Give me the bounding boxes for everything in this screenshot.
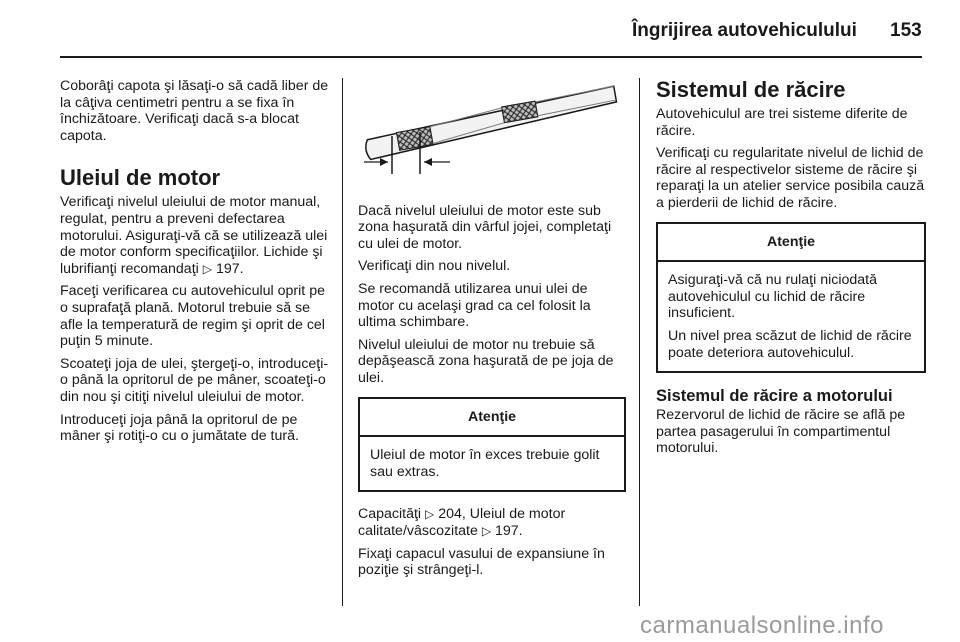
- paragraph: Introduceţi joja până la opritorul de pe mâner şi rotiţi-o cu o jumătate de tură.: [60, 411, 299, 445]
- column-divider: [639, 78, 640, 606]
- section-heading: Sistemul de răcire: [656, 77, 846, 102]
- column-middle: [358, 78, 626, 585]
- paragraph: Autovehiculul are trei sisteme diferite de răcire.: [656, 106, 908, 139]
- warning-title: Atenţie: [658, 224, 924, 263]
- subsection-heading: Sistemul de răcire a motorului: [656, 387, 893, 406]
- watermark: carmanualsonline.info: [640, 612, 884, 639]
- warning-box: [656, 222, 926, 374]
- warning-title: Atenţie: [360, 399, 624, 438]
- warning-text: Un nivel prea scăzut de lichid de răcire poate deteriora autovehiculul.: [668, 327, 912, 361]
- warning-box: [358, 397, 626, 493]
- paragraph: Faceţi verificarea cu autovehiculul oprit pe o suprafaţă plană. Motorul trebuie să se afle la temperatură de regim şi oprit de cel puţin 5 minute.: [60, 283, 325, 350]
- column-left: [60, 78, 330, 451]
- page-header: [0, 0, 960, 58]
- section-heading: Uleiul de motor: [60, 165, 221, 191]
- page-reference-arrow-icon[interactable]: ▷: [202, 261, 212, 276]
- warning-body: [658, 262, 924, 371]
- warning-body: [360, 437, 624, 490]
- paragraph: Fixaţi capacul vasului de expansiune în poziţie şi strângeţi-l.: [358, 545, 605, 579]
- paragraph: Coborâţi capota şi lăsaţi-o să cadă liber de la câţiva centimetri pentru a se fixa în închizătoare. Verificaţi dacă s-a blocat capota.: [60, 78, 329, 144]
- paragraph: Se recomandă utilizarea unui ulei de motor cu acelaşi grad ca cel folosit la ultima schimbare.: [358, 280, 591, 331]
- paragraph: Dacă nivelul uleiului de motor este sub zona haşurată din vârful jojei, completaţi cu ulei de motor.: [358, 202, 612, 252]
- paragraph: Scoateţi joja de ulei, ştergeţi-o, introduceţi-o până la opritorul de pe mâner, scoateţi-o din nou şi citiţi nivelul uleiului de motor.: [60, 355, 329, 405]
- header-title: Îngrijirea autovehiculului: [632, 20, 857, 41]
- warning-text: Asiguraţi-vă că nu rulaţi niciodată autovehiculul cu lichid de răcire insuficient.: [668, 272, 877, 322]
- paragraph: Nivelul uleiului de motor nu trebuie să depăşească zona haşurată de pe joja de ulei.: [358, 336, 614, 386]
- page-reference-arrow-icon[interactable]: ▷: [481, 523, 492, 538]
- page-reference[interactable]: 197.: [215, 260, 244, 277]
- page-number: 153: [890, 20, 922, 41]
- paragraph-text: Capacităţi: [358, 506, 422, 523]
- page-reference[interactable]: 197.: [495, 522, 523, 539]
- header-rule: [60, 56, 922, 58]
- page-reference-arrow-icon[interactable]: ▷: [425, 507, 435, 522]
- paragraph: [358, 506, 626, 539]
- paragraph: Verificaţi cu regularitate nivelul de lichid de răcire al respectivelor sisteme de răcire şi reparaţi la un atelier service posibila cauză a pierderii de lichid de răcire.: [656, 145, 925, 211]
- warning-text: Uleiul de motor în exces trebuie golit sau extras.: [370, 447, 600, 480]
- paragraph: Verificaţi din nou nivelul.: [358, 258, 511, 275]
- page-reference[interactable]: 204, Uleiul de motor calitate/vâscozitate: [358, 506, 566, 539]
- paragraph: Rezervorul de lichid de răcire se află pe partea pasagerului în compartimentul motorului.: [656, 407, 906, 457]
- paragraph: [60, 194, 330, 277]
- dipstick-illustration: [358, 78, 626, 188]
- column-divider: [342, 78, 343, 606]
- column-right: [656, 78, 926, 463]
- paragraph-text: Verificaţi nivelul uleiului de motor manual, regulat, pentru a preveni defectarea motorului. Asiguraţi-vă că se utilizează ulei de motor conform specificaţiilor. Lichide şi lubrifianţi recomandaţi: [60, 194, 328, 277]
